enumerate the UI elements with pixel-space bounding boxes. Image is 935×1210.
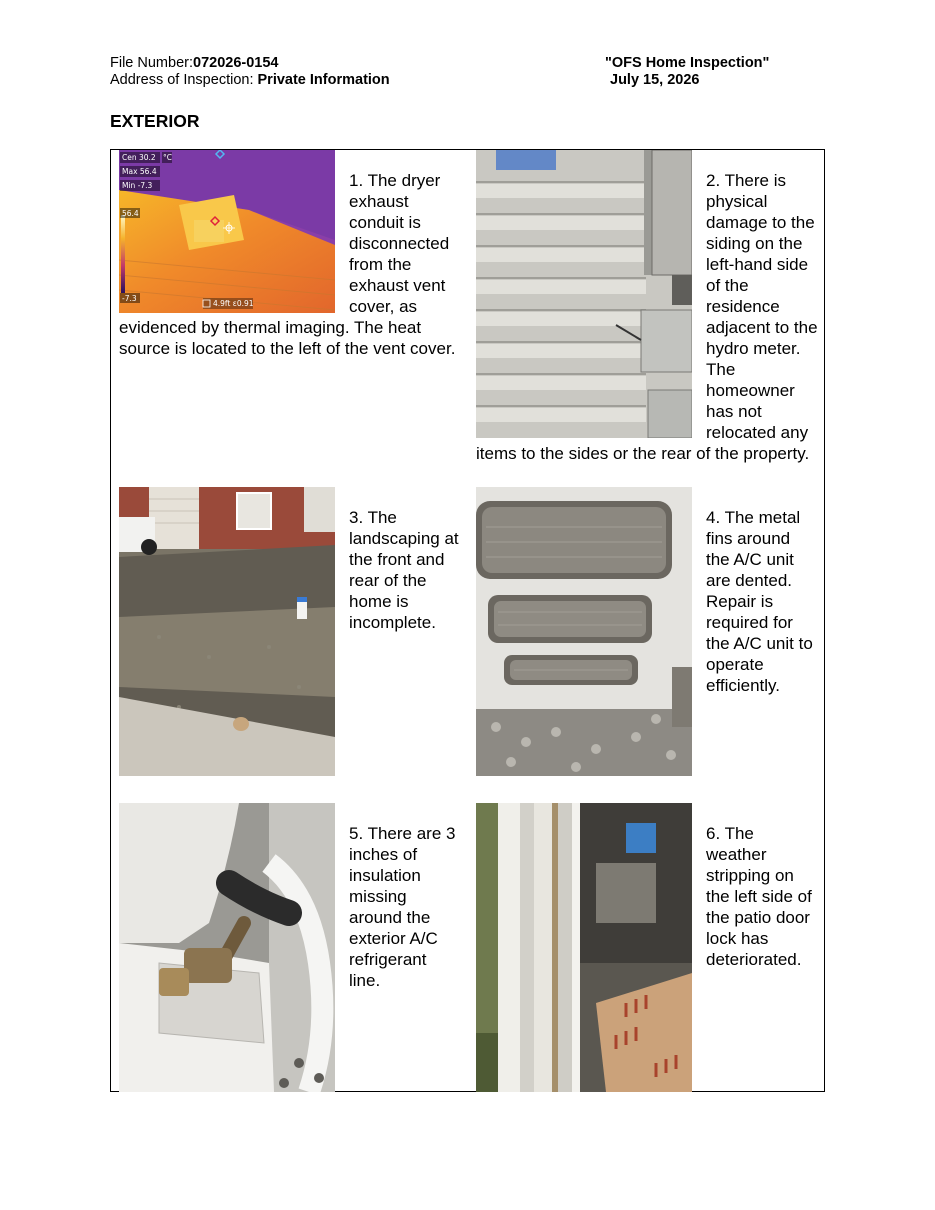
finding-1	[119, 150, 464, 359]
thermal-unit: °C	[163, 153, 172, 162]
landscaping-photo	[119, 487, 335, 776]
address-value: Private Information	[257, 72, 390, 88]
thermal-scale-top: 56.4	[122, 209, 139, 218]
file-number-value: 072026-0154	[193, 55, 279, 71]
report-date: July 15, 2026	[610, 72, 700, 88]
finding-5-text: 5. There are 3 inches of insulation missing around the exterior A/C refrigerant line.	[349, 824, 456, 990]
finding-6	[476, 803, 816, 1092]
ac-unit-photo	[476, 487, 692, 776]
refrigerant-line-photo	[119, 803, 335, 1092]
thermal-image	[119, 150, 335, 313]
file-number	[110, 55, 278, 72]
finding-1-text: 1. The dryer exhaust conduit is disconnected from the exhaust vent cover, as evidenced by thermal imaging. The heat source is located to the left of the vent cover.	[119, 171, 456, 358]
finding-5	[119, 803, 459, 1092]
finding-3	[119, 487, 459, 776]
finding-2	[476, 150, 818, 464]
finding-6-text: 6. The weather stripping on the left side of the patio door lock has deteriorated.	[706, 824, 812, 969]
thermal-footer: 4.9ft ε0.91	[213, 299, 254, 308]
weather-stripping-photo	[476, 803, 692, 1092]
finding-3-text: 3. The landscaping at the front and rear of the home is incomplete.	[349, 508, 459, 632]
siding-photo	[476, 150, 692, 438]
thermal-cen: Cen 30.2	[122, 153, 156, 162]
thermal-max: Max 56.4	[122, 167, 157, 176]
finding-4	[476, 487, 816, 776]
address-label: Address of Inspection:	[110, 72, 258, 88]
thermal-min: Min -7.3	[122, 181, 153, 190]
file-number-label: File Number:	[110, 55, 193, 71]
finding-4-text: 4. The metal fins around the A/C unit are dented. Repair is required for the A/C unit to operate efficiently.	[706, 508, 813, 695]
thermal-scale-bottom: -7.3	[122, 294, 137, 303]
company-name: "OFS Home Inspection"	[605, 55, 770, 71]
section-title: EXTERIOR	[110, 111, 200, 131]
finding-2-text: 2. There is physical damage to the siding on the left-hand side of the residence adjacent to the hydro meter. The homeowner has not relocated any items to the sides or the rear of the property.	[476, 171, 818, 463]
inspection-address	[110, 72, 390, 89]
